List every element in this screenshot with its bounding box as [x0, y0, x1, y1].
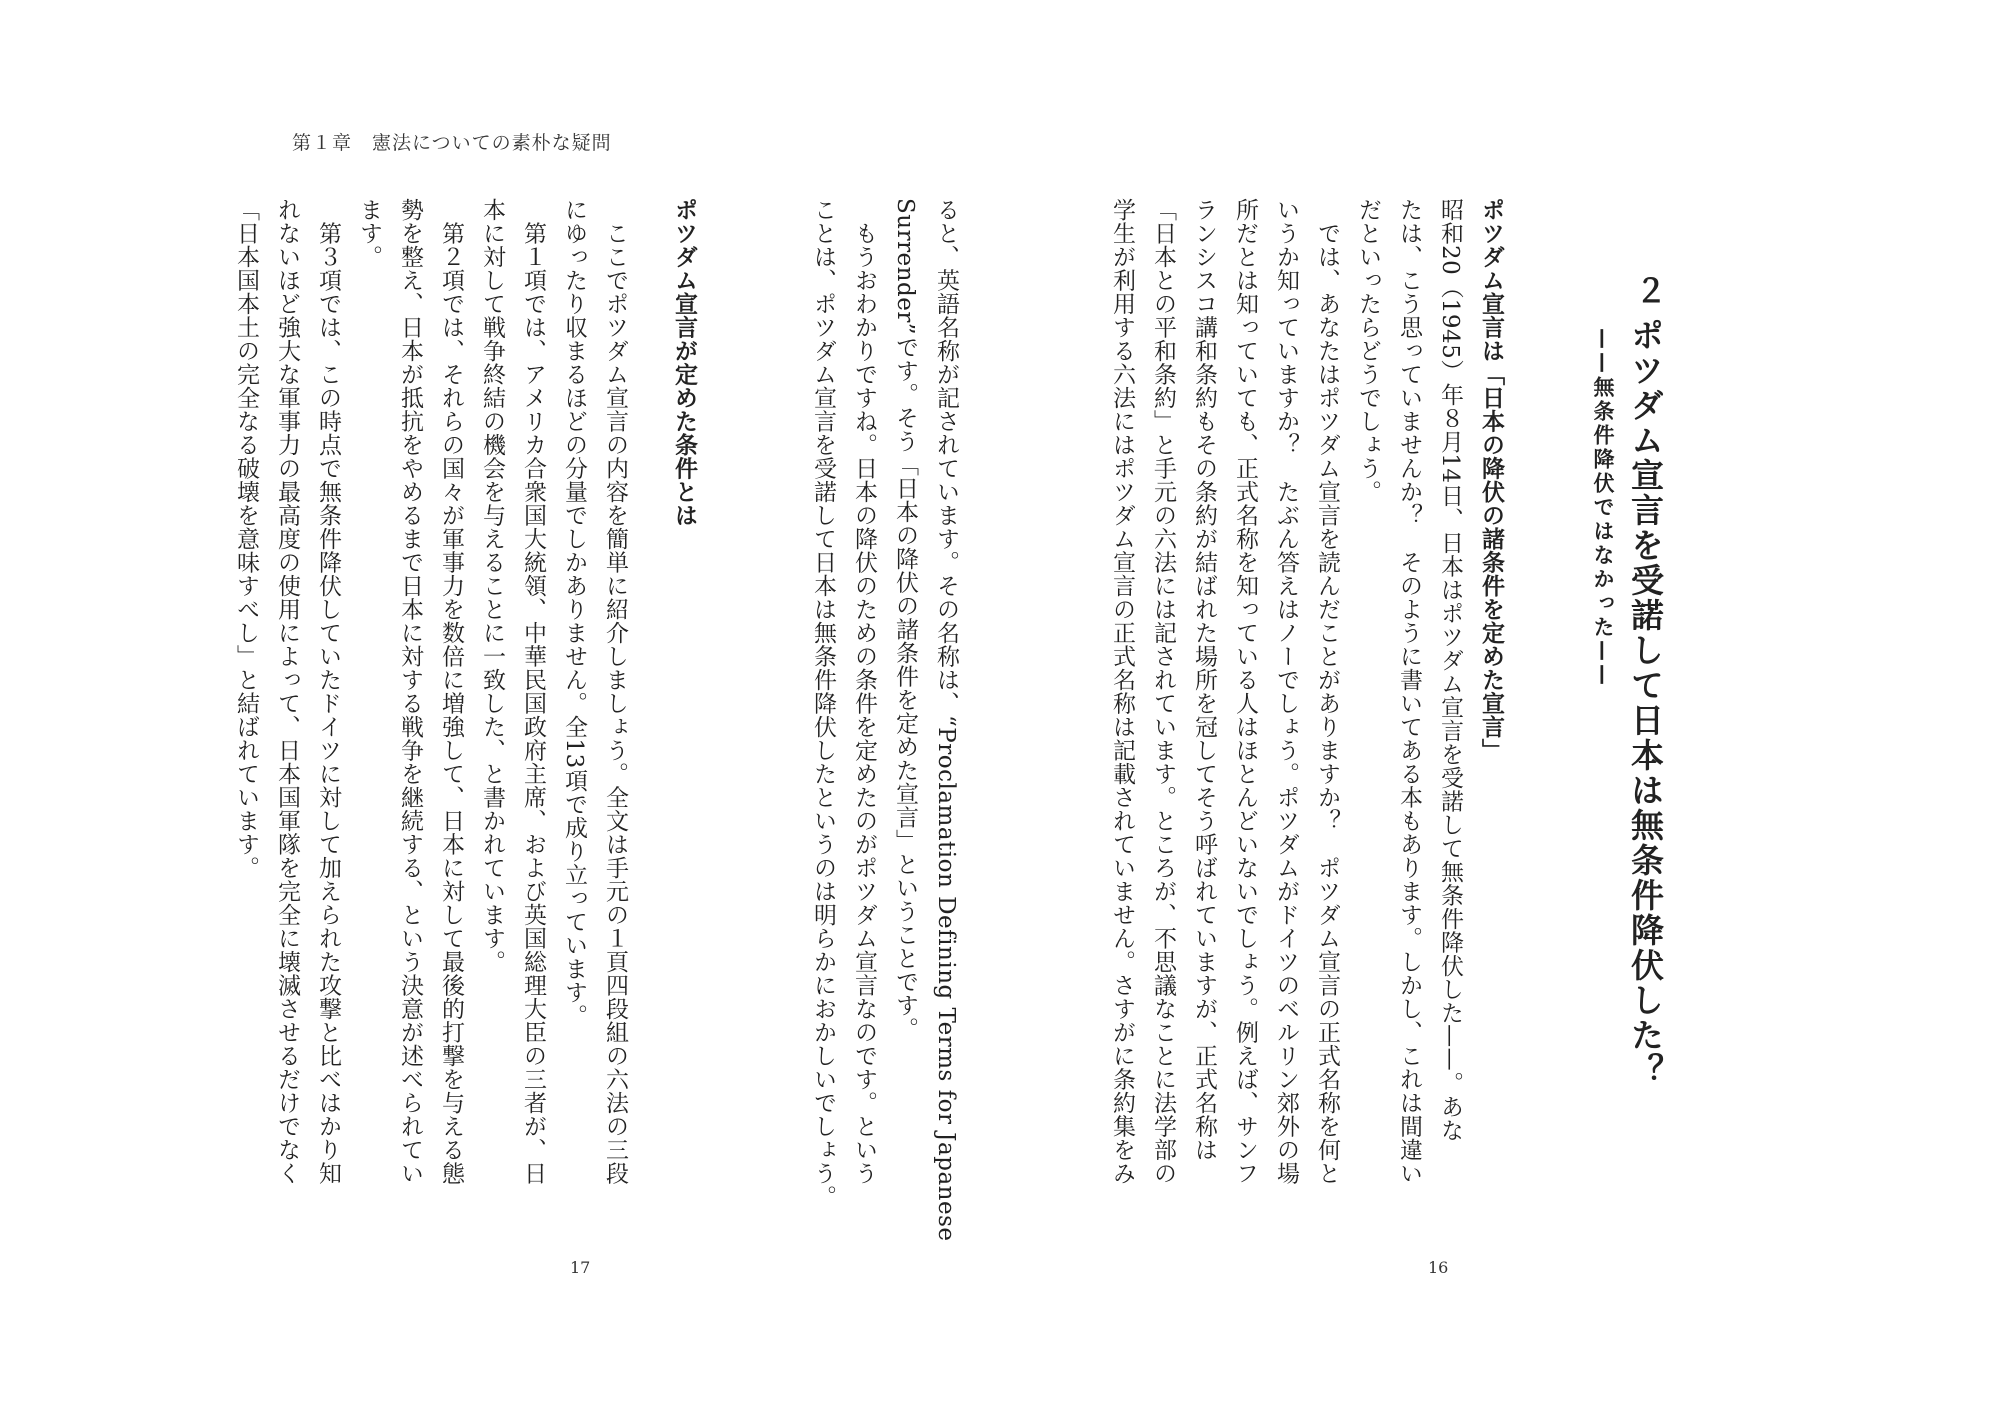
page17-body-continued [758, 198, 966, 1242]
body-line: ランシスコ講和条約もその条約が結ばれた場所を冠してそう呼ばれていますが、正式名称は [1191, 198, 1217, 1162]
body-line: ると、英語名称が記されています。その名称は、“Proclamation Defining Terms for Japanese [933, 198, 959, 1242]
body-line: 学生が利用する六法にはポツダム宣言の正式名称は記載されていません。さすがに条約集をみ [1109, 198, 1135, 1185]
page-number-16: 16 [1428, 1258, 1449, 1277]
body-line: にゆったり収まるほどの分量でしかありません。全13項で成り立っています。 [561, 198, 587, 1028]
chapter-subtitle: ——無条件降伏ではなかった—— [1591, 328, 1615, 688]
body-line: 「日本国本土の完全なる破壊を意味すべし」と結ばれています。 [233, 198, 259, 880]
body-line: Surrender”です。そう「日本の降伏の諸条件を定めた宣言」ということです。 [892, 198, 918, 1041]
chapter-number: ２ [1635, 272, 1668, 310]
chapter-title: ポツダム宣言を受諾して日本は無条件降伏した？ [1626, 318, 1665, 1088]
body-line: いうか知っていますか？ たぶん答えはノーでしょう。ポツダムがドイツのベルリン郊外の場 [1273, 198, 1299, 1185]
body-line: 第１項では、アメリカ合衆国大統領、中華民国政府主席、および英国総理大臣の三者が、日 [520, 198, 546, 1185]
body-line: 所だとは知っていても、正式名称を知っている人はほとんどいないでしょう。例えば、サンフ [1232, 198, 1258, 1185]
page-number-17: 17 [570, 1258, 591, 1277]
page16-body [1109, 198, 1470, 1185]
body-line: では、あなたはポツダム宣言を読んだことがありますか？ ポツダム宣言の正式名称を何と [1314, 198, 1340, 1185]
body-line: 第３項では、この時点で無条件降伏していたドイツに対して加えられた攻撃と比べはかり知 [315, 198, 341, 1185]
body-line: もうおわかりですね。日本の降伏のための条件を定めたのがポツダム宣言なのです。という [851, 198, 877, 1185]
body-line: ことは、ポツダム宣言を受諾して日本は無条件降伏したというのは明らかにおかしいでしょう。 [810, 198, 836, 1209]
section-heading-potsdam-title: ポツダム宣言は「日本の降伏の諸条件を定めた宣言」 [1478, 198, 1504, 762]
body-line: ここでポツダム宣言の内容を簡単に紹介しましょう。全文は手元の１頁四段組の六法の三段 [602, 198, 628, 1185]
body-line: だといったらどうでしょう。 [1355, 198, 1381, 504]
body-line: 勢を整え、日本が抵抗をやめるまで日本に対する戦争を継続する、という決意が述べられてい [397, 198, 423, 1185]
body-line: 第２項では、それらの国々が軍事力を数倍に増強して、日本に対して最後的打撃を与える態 [438, 198, 464, 1185]
body-line: たは、こう思っていませんか？ そのように書いてある本もあります。しかし、これは間違い [1396, 198, 1422, 1185]
page17-body [233, 198, 635, 1185]
body-line: 本に対して戦争終結の機会を与えることに一致した、と書かれています。 [479, 198, 505, 974]
body-line: れないほど強大な軍事力の最高度の使用によって、日本国軍隊を完全に壊滅させるだけでなく [274, 198, 300, 1185]
body-line: 昭和20（1945）年８月14日、日本はポツダム宣言を受諾して無条件降伏した——。あな [1437, 198, 1463, 1142]
running-header: 第１章 憲法についての素朴な疑問 [292, 132, 612, 154]
body-line: ます。 [356, 198, 382, 269]
body-line: 「日本との平和条約」と手元の六法には記されています。ところが、不思議なことに法学部の [1150, 198, 1176, 1185]
section-heading-conditions: ポツダム宣言が定めた条件とは [671, 198, 697, 527]
